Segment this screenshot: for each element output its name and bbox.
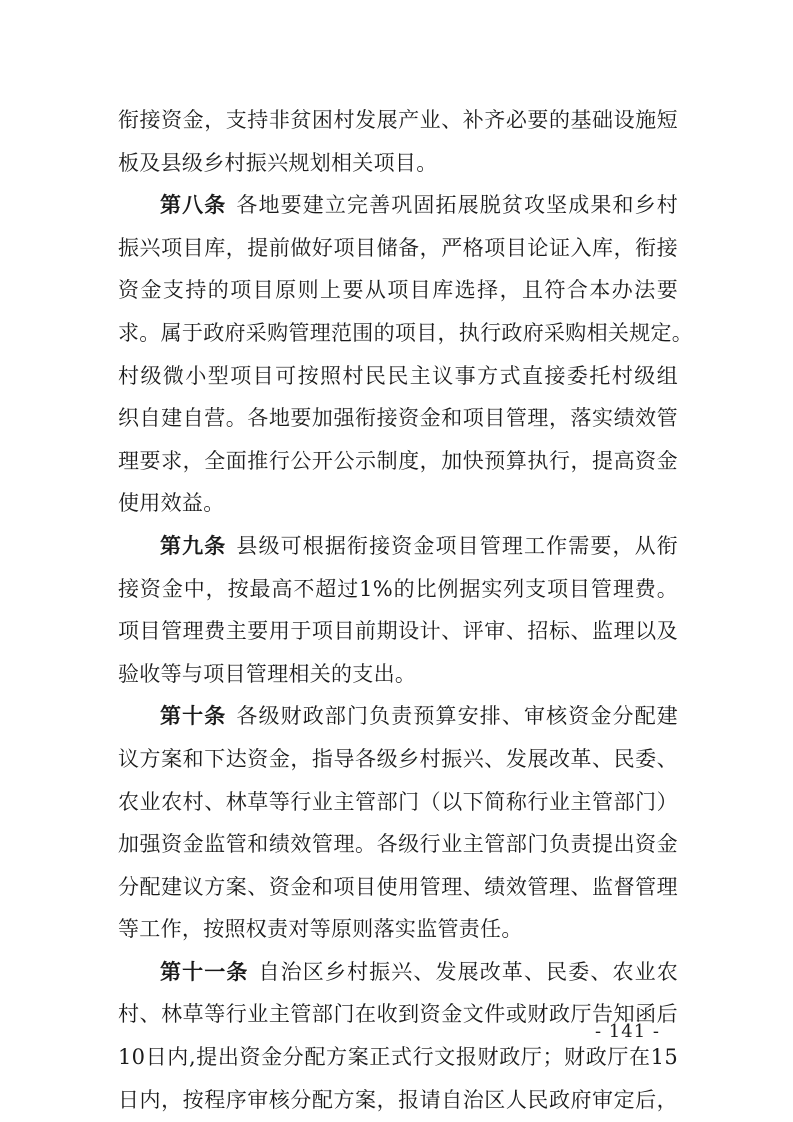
article-heading: 第十条 <box>160 703 227 729</box>
article-first-line <box>118 695 678 738</box>
body-line: 理要求，全面推行公开公示制度，加快预算执行，提高资金 <box>118 448 678 473</box>
body-line: 接资金中，按最高不超过1%的比例据实列支项目管理费。 <box>118 576 678 601</box>
body-line: 议方案和下达资金，指导各级乡村振兴、发展改革、民委、 <box>118 746 678 771</box>
document-body <box>118 99 694 1121</box>
page-number: - 141 - <box>595 1021 660 1042</box>
article-text: 各级财政部门负责预算安排、审核资金分配建 <box>236 704 678 729</box>
body-line: 衔接资金，支持非贫困村发展产业、补齐必要的基础设施短 <box>118 108 678 132</box>
body-line: 村、林草等行业主管部门在收到资金文件或财政厅告知函后 <box>118 1002 678 1027</box>
body-line: 加强资金监管和绩效管理。各级行业主管部门负责提出资金 <box>118 832 678 857</box>
article-heading: 第九条 <box>160 532 227 558</box>
body-line: 10日内,提出资金分配方案正式行文报财政厅；财政厅在15 <box>118 1045 678 1070</box>
body-line: 验收等与项目管理相关的支出。 <box>118 661 417 686</box>
article-first-line <box>118 184 678 227</box>
article-heading: 第十一条 <box>160 958 249 984</box>
body-line: 织自建自营。各地要加强衔接资金和项目管理，落实绩效管 <box>118 406 678 431</box>
article-first-line <box>118 951 678 994</box>
body-line: 农业农村、林草等行业主管部门（以下简称行业主管部门） <box>118 789 678 814</box>
body-line: 使用效益。 <box>118 491 225 516</box>
body-line: 求。属于政府采购管理范围的项目，执行政府采购相关规定。 <box>118 320 694 345</box>
article-text: 自治区乡村振兴、发展改革、民委、农业农 <box>258 959 679 984</box>
body-line: 振兴项目库，提前做好项目储备，严格项目论证入库，衔接 <box>118 235 678 260</box>
body-line: 分配建议方案、资金和项目使用管理、绩效管理、监督管理 <box>118 874 678 899</box>
body-line: 等工作，按照权责对等原则落实监管责任。 <box>118 917 523 942</box>
article-heading: 第八条 <box>160 192 227 218</box>
article-first-line <box>118 525 678 568</box>
body-line: 日内，按程序审核分配方案，报请自治区人民政府审定后， <box>118 1087 678 1112</box>
body-line: 项目管理费主要用于项目前期设计、评审、招标、监理以及 <box>118 619 678 644</box>
article-text: 县级可根据衔接资金项目管理工作需要，从衔 <box>236 533 678 558</box>
article-text: 各地要建立完善巩固拓展脱贫攻坚成果和乡村 <box>236 193 678 218</box>
body-line: 资金支持的项目原则上要从项目库选择，且符合本办法要 <box>118 278 678 303</box>
body-line: 村级微小型项目可按照村民民主议事方式直接委托村级组 <box>118 363 678 388</box>
body-line: 板及县级乡村振兴规划相关项目。 <box>118 150 438 175</box>
